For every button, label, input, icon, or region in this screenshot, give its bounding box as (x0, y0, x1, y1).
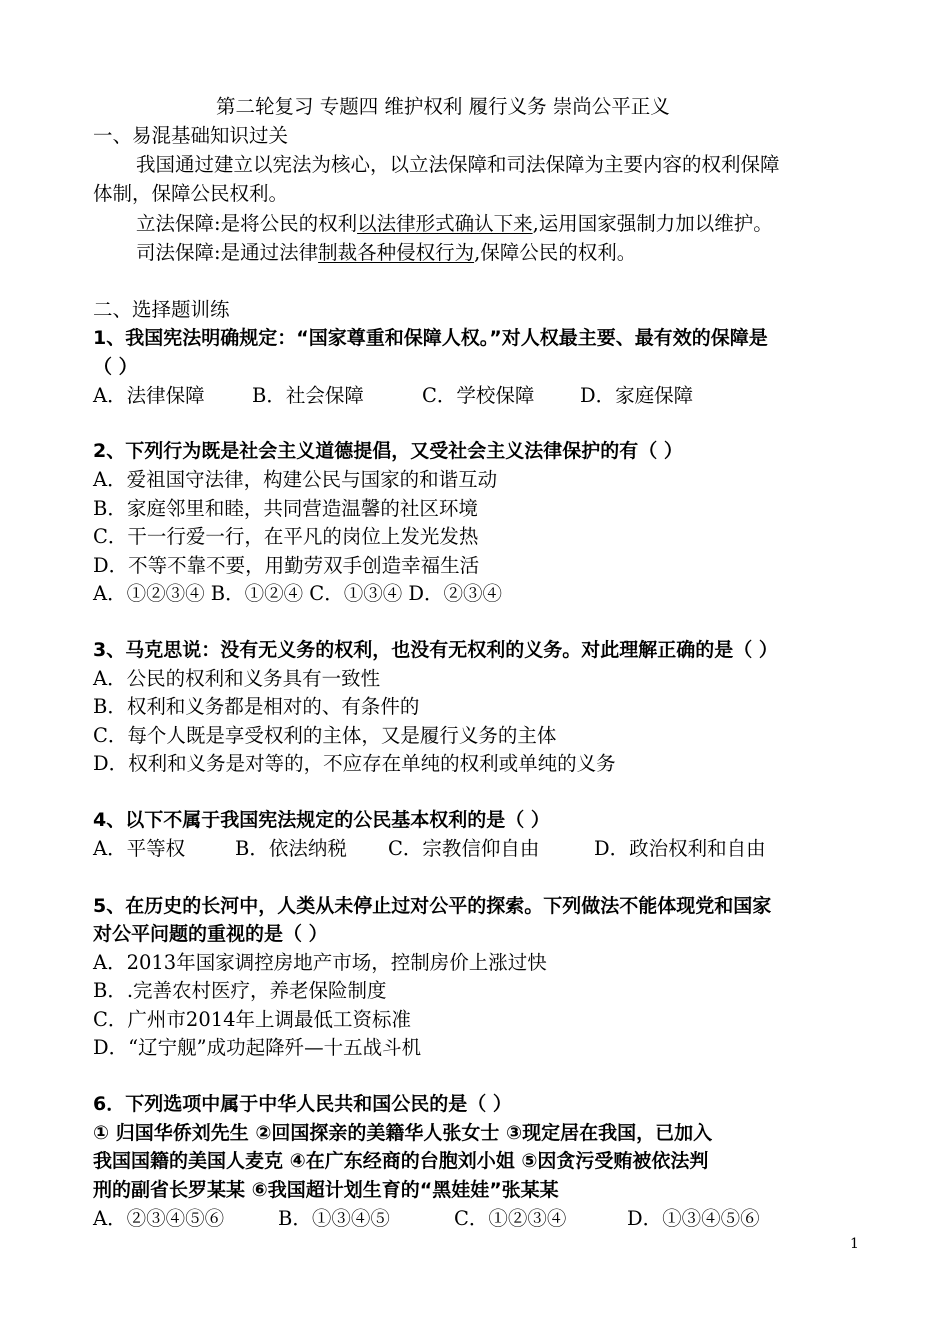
question-3-item: C．每个人既是享受权利的主体，又是履行义务的主体 (93, 724, 557, 747)
question-3-stem: 3、马克思说：没有无义务的权利，也没有无权利的义务。对此理解正确的是（ ） (93, 639, 778, 661)
question-1-option-d: D．家庭保障 (580, 384, 694, 407)
question-6-line: 刑的副省长罗某某 ⑥我国超计划生育的“黑娃娃”张某某 (93, 1179, 559, 1201)
page-number: 1 (850, 1236, 859, 1252)
text-run: 立法保障:是将公民的权利 (136, 212, 358, 235)
question-4-option-a: A．平等权 (93, 837, 186, 860)
question-1-option-b: B．社会保障 (252, 384, 364, 407)
question-2-item: C．干一行爱一行，在平凡的岗位上发光发热 (93, 525, 479, 548)
paragraph-line: 我国通过建立以宪法为核心，以立法保障和司法保障为主要内容的权利保障 (136, 153, 780, 176)
text-run: 司法保障:是通过法律 (136, 241, 319, 264)
question-1-bracket: （ ） (93, 356, 138, 378)
question-1-stem: 1、我国宪法明确规定：“国家尊重和保障人权。”对人权最主要、最有效的保障是 (93, 327, 768, 349)
question-6-option-d: D．①③④⑤⑥ (627, 1207, 760, 1230)
question-4-option-c: C．宗教信仰自由 (388, 837, 540, 860)
question-4-option-d: D．政治权利和自由 (594, 837, 766, 860)
question-5-item: A．2013年国家调控房地产市场，控制房价上涨过快 (93, 951, 547, 974)
question-6-stem: 6．下列选项中属于中华人民共和国公民的是（ ） (93, 1093, 512, 1115)
question-2-stem: 2、下列行为既是社会主义道德提倡，又受社会主义法律保护的有（ ） (93, 440, 683, 462)
question-4-option-b: B．依法纳税 (235, 837, 347, 860)
question-2-answers: A．①②③④ B．①②④ C．①③④ D．②③④ (93, 582, 503, 605)
section-heading-choice: 二、选择题训练 (93, 298, 230, 321)
question-3-item: A．公民的权利和义务具有一致性 (93, 667, 381, 690)
question-3-item: B．权利和义务都是相对的、有条件的 (93, 695, 420, 718)
underlined-text: 以法律形式确认下来 (357, 212, 533, 235)
question-5-item: C．广州市2014年上调最低工资标准 (93, 1008, 412, 1031)
text-run: ,运用国家强制力加以维护。 (532, 212, 773, 235)
question-5-item: B．.完善农村医疗，养老保险制度 (93, 979, 387, 1002)
question-6-line: 我国国籍的美国人麦克 ④在广东经商的台胞刘小姐 ⑤因贪污受贿被依法判 (93, 1150, 709, 1172)
paragraph-line: 体制，保障公民权利。 (93, 182, 289, 205)
question-5-stem-cont: 对公平问题的重视的是（ ） (93, 923, 328, 945)
question-1-option-c: C．学校保障 (422, 384, 535, 407)
question-6-option-b: B．①③④⑤ (278, 1207, 390, 1230)
question-6-line: ① 归国华侨刘先生 ②回国探亲的美籍华人张女士 ③现定居在我国，已加入 (93, 1122, 713, 1144)
question-6-option-c: C．①②③④ (454, 1207, 567, 1230)
judicial-guarantee-line (136, 239, 636, 267)
question-4-stem: 4、以下不属于我国宪法规定的公民基本权利的是（ ） (93, 809, 550, 831)
question-2-item: B．家庭邻里和睦，共同营造温馨的社区环境 (93, 497, 478, 520)
legislative-guarantee-line (136, 210, 773, 238)
question-2-item: D．不等不靠不要，用勤劳双手创造幸福生活 (93, 554, 480, 577)
section-heading-basics: 一、易混基础知识过关 (93, 124, 289, 147)
question-6-option-a: A．②③④⑤⑥ (93, 1207, 225, 1230)
question-5-stem: 5、在历史的长河中，人类从未停止过对公平的探索。下列做法不能体现党和国家 (93, 895, 772, 917)
question-3-item: D．权利和义务是对等的，不应存在单纯的权利或单纯的义务 (93, 752, 616, 775)
underlined-text: 制裁各种侵权行为 (318, 241, 475, 264)
document-title: 第二轮复习 专题四 维护权利 履行义务 崇尚公平正义 (216, 95, 670, 118)
question-1-option-a: A．法律保障 (93, 384, 205, 407)
question-2-item: A．爱祖国守法律，构建公民与国家的和谐互动 (93, 468, 498, 491)
question-5-item: D．“辽宁舰”成功起降歼—十五战斗机 (93, 1036, 422, 1059)
text-run: ,保障公民的权利。 (474, 241, 637, 264)
